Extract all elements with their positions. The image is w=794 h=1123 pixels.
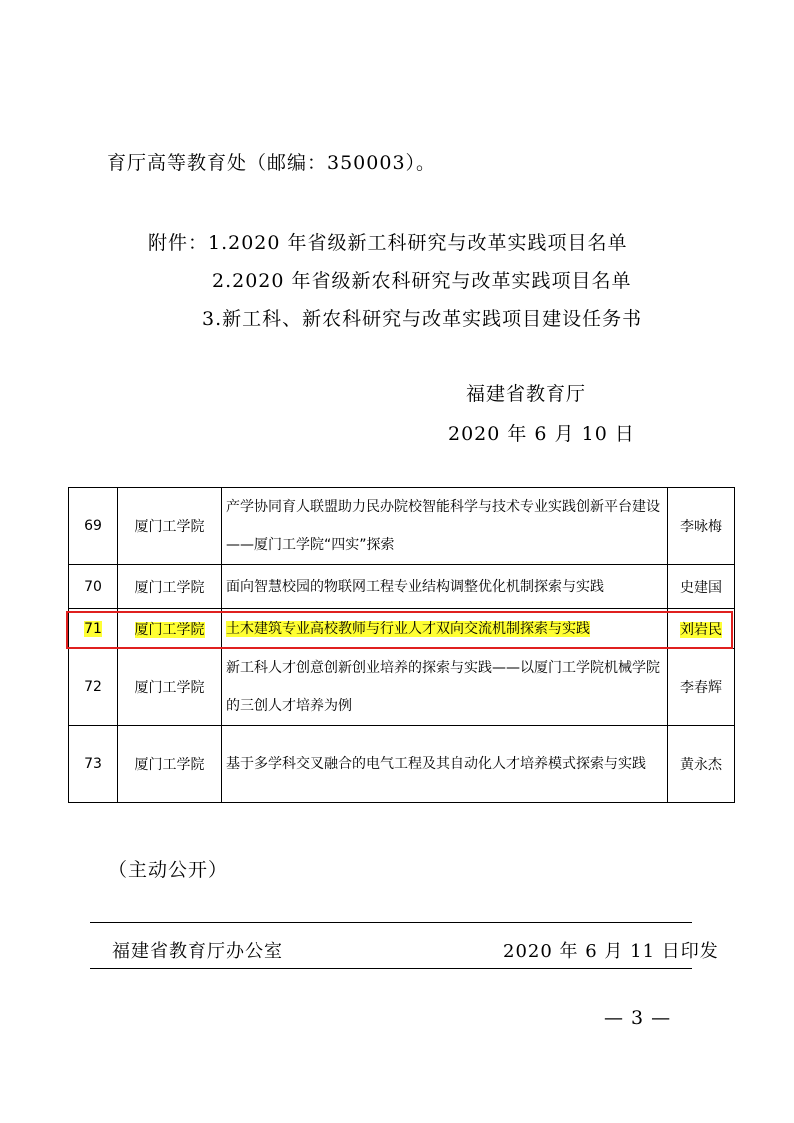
signature-date: 2020 年 6 月 10 日 xyxy=(448,423,635,445)
highlight-mark: 土木建筑专业高校教师与行业人才双向交流机制探索与实践 xyxy=(226,620,590,637)
row-project-title: 新工科人才创意创新创业培养的探索与实践——以厦门工学院机械学院的三创人才培养为例 xyxy=(222,649,668,726)
attachment-item-3: 3.新工科、新农科研究与改革实践项目建设任务书 xyxy=(202,308,643,330)
attachment-item-1: 附件：1.2020 年省级新工科研究与改革实践项目名单 xyxy=(148,232,628,254)
footer-rule-bottom xyxy=(90,968,692,969)
row-institution: 厦门工学院 xyxy=(118,488,222,565)
row-leader: 李春辉 xyxy=(668,649,735,726)
print-date: 2020 年 6 月 11 日印发 xyxy=(503,941,719,962)
row-project-title: 基于多学科交叉融合的电气工程及其自动化人才培养模式探索与实践 xyxy=(222,726,668,803)
row-leader xyxy=(668,609,735,649)
row-leader: 李咏梅 xyxy=(668,488,735,565)
table-row xyxy=(69,649,735,726)
signature-org: 福建省教育厅 xyxy=(466,383,587,405)
row-institution: 厦门工学院 xyxy=(118,565,222,609)
row-leader: 黄永杰 xyxy=(668,726,735,803)
attachment-item-2: 2.2020 年省级新农科研究与改革实践项目名单 xyxy=(212,270,632,292)
row-number: 73 xyxy=(69,726,118,803)
disclosure-note: （主动公开） xyxy=(108,859,229,881)
issuing-office: 福建省教育厅办公室 xyxy=(112,941,283,962)
row-number: 72 xyxy=(69,649,118,726)
row-institution: 厦门工学院 xyxy=(118,649,222,726)
row-project-title: 面向智慧校园的物联网工程专业结构调整优化机制探索与实践 xyxy=(222,565,668,609)
row-number xyxy=(69,609,118,649)
highlight-mark: 刘岩民 xyxy=(680,621,722,638)
row-institution xyxy=(118,609,222,649)
row-number: 70 xyxy=(69,565,118,609)
row-institution: 厦门工学院 xyxy=(118,726,222,803)
row-project-title xyxy=(222,609,668,649)
row-number: 69 xyxy=(69,488,118,565)
highlight-mark: 厦门工学院 xyxy=(134,621,205,638)
project-table xyxy=(68,487,735,803)
row-project-title: 产学协同育人联盟助力民办院校智能科学与技术专业实践创新平台建设——厦门工学院“四实”探索 xyxy=(222,488,668,565)
intro-text: 育厅高等教育处（邮编：350003）。 xyxy=(107,152,437,174)
table-row xyxy=(69,565,735,609)
table-row xyxy=(69,726,735,803)
table-row-highlighted xyxy=(69,609,735,649)
footer-rule-top xyxy=(90,922,692,923)
row-leader: 史建国 xyxy=(668,565,735,609)
highlight-mark: 71 xyxy=(84,620,102,637)
table-row xyxy=(69,488,735,565)
page-number: — 3 — xyxy=(604,1007,672,1029)
